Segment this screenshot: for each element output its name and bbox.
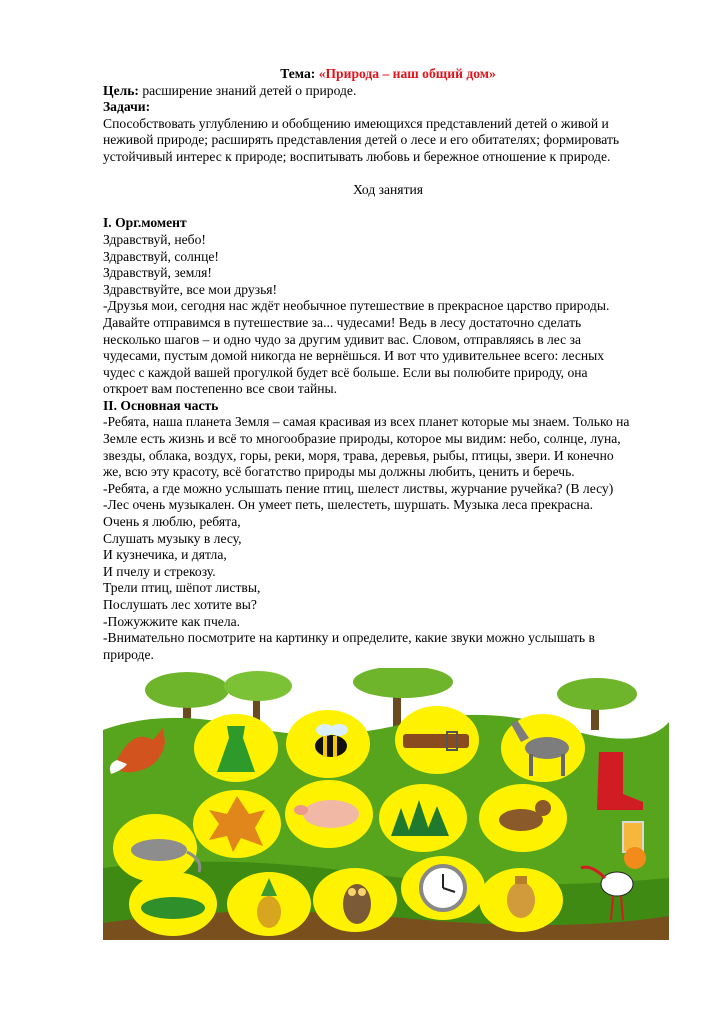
section1-line: Здравствуйте, все мои друзья! [103, 281, 278, 297]
section2-line: природе. [103, 646, 154, 662]
clock-icon [401, 856, 485, 920]
autumn-leaf-icon [193, 790, 281, 858]
dress-icon [194, 714, 278, 782]
section1-line: откроет вам постепенно все свои тайны. [103, 381, 338, 397]
belt-icon [395, 706, 479, 774]
bushes-icon [129, 872, 217, 936]
samovar-icon [479, 868, 563, 932]
topic-title: «Природа – наш общий дом» [318, 66, 496, 81]
course-title: Ход занятия [352, 182, 424, 198]
tasks-line: неживой природе; расширять представления детей о лесе и его обитателях; формировать [103, 132, 620, 148]
section1-line: несколько шагов – и одно чудо за другим удивит вас. Словом, отправляясь в лес за [103, 331, 581, 347]
bee-icon [286, 710, 370, 778]
section2-line: Трели птиц, шёпот листвы, [103, 580, 261, 596]
tasks-line: устойчивый интерес к природе; воспитывать любовь и бережное отношение к природе. [103, 148, 611, 164]
section2-line: звезды, облака, воздух, горы, реки, моря, трава, деревья, рыбы, птицы, звери. И конечно [103, 447, 614, 463]
topic-line [103, 66, 673, 83]
tasks-line: Способствовать углублению и обобщению имеющихся представлений детей о живой и [103, 115, 609, 131]
lesson-text [103, 66, 673, 663]
section2-line: -Внимательно посмотрите на картинку и определите, какие звуки можно услышать в [103, 630, 595, 646]
goal-label: Цель: [103, 82, 139, 98]
owl-icon [313, 868, 397, 932]
section1-line: чудесами, пустым домой никогда не вернёшься. И вот что удивительнее всего: лесных [103, 348, 605, 364]
section1-line: чудес с каждой вашей прогулкой будет всё больше. Если вы полюбите природу, она [103, 364, 588, 380]
pig-icon [285, 780, 373, 848]
pineapple-icon [227, 872, 311, 936]
goal-line [103, 83, 673, 100]
section2-line: Земле есть жизнь и всё то многообразие природы, которое мы видим: небо, солнце, луна, [103, 431, 621, 447]
goal-text: расширение знаний детей о природе. [138, 82, 357, 98]
section1-line: Здравствуй, небо! [103, 231, 206, 247]
tasks-label: Задачи: [103, 99, 151, 115]
donkey-icon [501, 714, 585, 782]
section1-line: Здравствуй, солнце! [103, 248, 219, 264]
section2-title: II. Основная часть [103, 397, 219, 413]
section2-line: -Ребята, а где можно услышать пение птиц, шелест листвы, журчание ручейка? (В лесу) [103, 480, 614, 496]
section2-line: -Ребята, наша планета Земля – самая красивая из всех планет которые мы знаем. Только на [103, 414, 630, 430]
section1-line: Здравствуй, земля! [103, 265, 212, 281]
dog-icon [479, 784, 567, 852]
juice-icon [623, 822, 646, 869]
topic-label: Тема: [280, 66, 316, 81]
section2-line: Слушать музыку в лесу, [103, 530, 242, 546]
section2-line: И кузнечика, и дятла, [103, 547, 227, 563]
section1-line: Давайте отправимся в путешествие за... чудесами! Ведь в лесу достаточно сделать [103, 314, 582, 330]
forest-icon [379, 784, 467, 852]
section2-line: -Пожужжите как пчела. [103, 613, 241, 629]
section1-line: -Друзья мои, сегодня нас ждёт необычное путешествие в прекрасное царство природы. [103, 298, 610, 314]
forest-game-picture [103, 668, 669, 940]
section2-line: -Лес очень музыкален. Он умеет петь, шелестеть, шуршать. Музыка леса прекрасна. [103, 497, 594, 513]
section2-line: Послушать лес хотите вы? [103, 597, 257, 612]
section2-line: Очень я люблю, ребята, [103, 514, 241, 530]
section2-line: же, всю эту красоту, всё богатство природы мы должны любить, ценить и беречь. [103, 464, 575, 480]
section2-line: И пчелу и стрекозу. [103, 563, 216, 579]
section1-title: I. Орг.момент [103, 215, 187, 231]
